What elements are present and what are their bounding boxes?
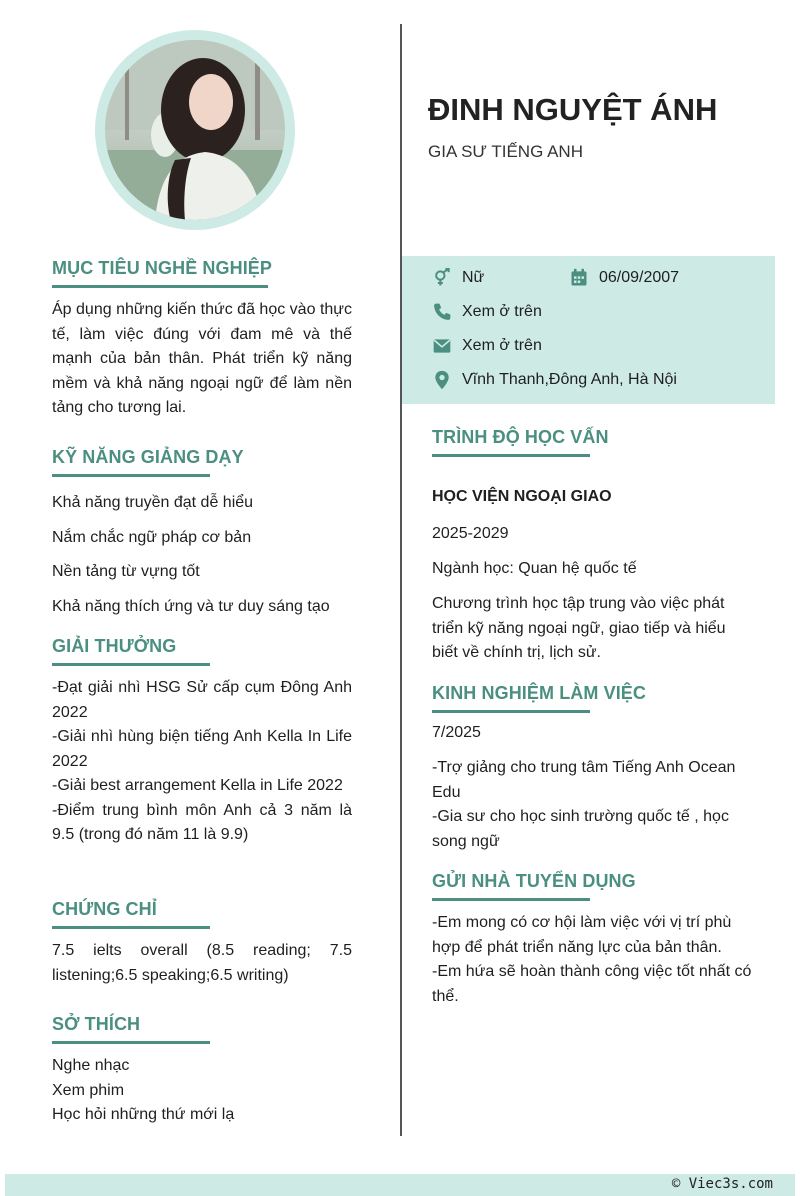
list-item: Khả năng truyền đạt dễ hiểu (52, 494, 254, 511)
contact-gender (432, 268, 484, 288)
section-title: KỸ NĂNG GIẢNG DẠY (52, 447, 210, 477)
calendar-icon (569, 268, 589, 288)
awards-list (52, 676, 352, 848)
section-title: KINH NGHIỆM LÀM VIỆC (432, 683, 590, 713)
gender-text: Nữ (462, 269, 485, 286)
certificates-text: 7.5 ielts overall (8.5 reading; 7.5 listening;6.5 speaking;6.5 writing) (52, 942, 352, 984)
location-pin-icon (432, 370, 452, 390)
section-title: MỤC TIÊU NGHỀ NGHIỆP (52, 258, 268, 288)
contact-box (402, 256, 775, 404)
list-item: Nghe nhạc (52, 1057, 130, 1074)
list-item: -Giải nhì hùng biện tiếng Anh Kella In Life 2022 (52, 728, 352, 770)
contact-email (432, 336, 542, 356)
education-section (432, 427, 762, 661)
list-item: Nền tảng từ vựng tốt (52, 563, 200, 580)
address-text: Vĩnh Thanh,Đông Anh, Hà Nội (462, 371, 677, 388)
profile-photo-illustration (105, 40, 285, 220)
job-title: GIA SƯ TIẾNG ANH (428, 142, 583, 161)
awards-section (52, 636, 352, 848)
career-objective-section (52, 258, 352, 421)
list-item: Xem phim (52, 1081, 125, 1099)
message-text: -Em mong có cơ hội làm việc với vị trí phù hợp để phát triển năng lực của bản thân. -Em hứa sẽ hoàn thành công việc tốt nhất có thể. (432, 914, 752, 1005)
contact-phone (432, 302, 542, 322)
list-item: -Điểm trung bình môn Anh cả 3 năm là 9.5 (trong đó năm 11 là 9.9) (52, 801, 352, 843)
phone-icon (432, 302, 452, 322)
candidate-name: ĐINH NGUYỆT ÁNH (428, 92, 718, 127)
list-item: Nắm chắc ngữ pháp cơ bản (52, 529, 252, 546)
education-description: Chương trình học tập trung vào việc phát triển kỹ năng ngoại ngữ, giao tiếp và hiểu biết về chính trị, lịch sử. (432, 595, 726, 661)
profile-photo (105, 40, 285, 220)
school-name: HỌC VIỆN NGOẠI GIAO (432, 488, 612, 505)
avatar (95, 30, 295, 230)
hobbies-list (52, 1054, 352, 1128)
footer-bar (5, 1174, 795, 1196)
list-item: -Đạt giải nhì HSG Sử cấp cụm Đông Anh 2022 (52, 679, 352, 721)
envelope-icon (432, 336, 452, 356)
email-text: Xem ở trên (462, 337, 542, 354)
experience-section (432, 683, 762, 850)
section-title: SỞ THÍCH (52, 1014, 210, 1044)
column-divider (400, 24, 402, 1136)
teaching-skills-section (52, 447, 352, 615)
message-section (432, 871, 762, 1009)
experience-text: -Trợ giảng cho trung tâm Tiếng Anh Ocean Edu -Gia sư cho học sinh trường quốc tế , học song ngữ (432, 759, 736, 850)
contact-address (432, 370, 677, 390)
section-title: TRÌNH ĐỘ HỌC VẤN (432, 427, 590, 457)
hobbies-section (52, 1014, 352, 1128)
list-item: -Giải best arrangement Kella in Life 2022 (52, 777, 343, 794)
section-title: CHỨNG CHỈ (52, 899, 210, 929)
education-major: Ngành học: Quan hệ quốc tế (432, 560, 637, 577)
birthday-text: 06/09/2007 (599, 269, 680, 286)
list-item: Học hỏi những thứ mới lạ (52, 1106, 235, 1123)
section-title: GỬI NHÀ TUYỂN DỤNG (432, 871, 590, 901)
phone-text: Xem ở trên (462, 303, 542, 320)
experience-date: 7/2025 (432, 724, 481, 741)
education-years: 2025-2029 (432, 525, 509, 542)
contact-birthday (569, 268, 679, 288)
section-title: GIẢI THƯỞNG (52, 636, 210, 666)
career-objective-text: Áp dụng những kiến thức đã học vào thực tế, làm việc đúng với đam mê và thế mạnh của bản thân. Phát triển kỹ năng mềm và khả năng ngoại ngữ để làm nền tảng cho tương lai. (52, 301, 352, 416)
gender-icon (432, 268, 452, 288)
certificates-section (52, 899, 352, 988)
copyright-link[interactable]: © Viec3s.com (671, 1176, 773, 1192)
list-item: Khả năng thích ứng và tư duy sáng tạo (52, 598, 330, 615)
